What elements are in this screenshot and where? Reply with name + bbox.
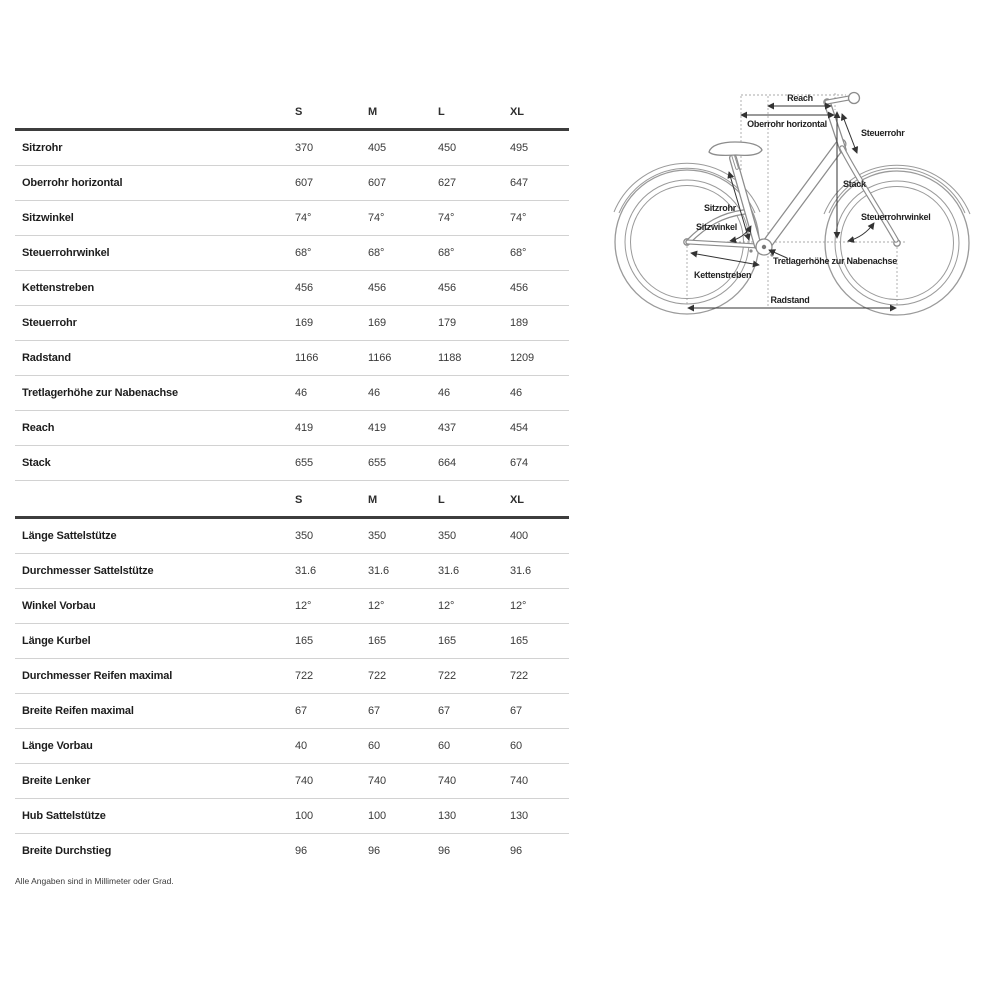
geometry-row-label: Tretlagerhöhe zur Nabenachse bbox=[22, 387, 178, 399]
seattube-label: Sitzrohr bbox=[704, 203, 737, 213]
geometry-value: 450 bbox=[438, 142, 457, 154]
geometry-row bbox=[15, 589, 569, 624]
headangle-label: Steuerrohrwinkel bbox=[861, 212, 931, 222]
geometry-value: 68° bbox=[295, 247, 312, 259]
geometry-value: 130 bbox=[510, 810, 529, 822]
geometry-value: 647 bbox=[510, 177, 529, 189]
toptube-label: Oberrohr horizontal bbox=[747, 119, 827, 129]
geometry-row-label: Radstand bbox=[22, 352, 71, 364]
seatangle-label: Sitzwinkel bbox=[696, 222, 738, 232]
handlebar-grip bbox=[849, 93, 860, 104]
geometry-value: 1209 bbox=[510, 352, 535, 364]
geometry-value: 74° bbox=[295, 212, 312, 224]
geometry-row-label: Stack bbox=[22, 457, 51, 469]
geometry-value: 169 bbox=[295, 317, 314, 329]
dimension-annotations bbox=[688, 93, 931, 308]
geometry-value: 740 bbox=[438, 775, 457, 787]
geometry-value: 68° bbox=[438, 247, 455, 259]
size-column-header: M bbox=[368, 106, 378, 118]
geometry-value: 67 bbox=[368, 705, 381, 717]
component-geometry-table bbox=[15, 484, 569, 868]
geometry-value: 169 bbox=[368, 317, 387, 329]
geometry-row bbox=[15, 624, 569, 659]
geometry-value: 437 bbox=[438, 422, 457, 434]
chainstay-label: Kettenstreben bbox=[694, 270, 752, 280]
geometry-value: 74° bbox=[510, 212, 527, 224]
geometry-row-label: Durchmesser Reifen maximal bbox=[22, 670, 173, 682]
bbdrop-label: Tretlagerhöhe zur Nabenachse bbox=[773, 256, 898, 266]
geometry-value: 165 bbox=[510, 635, 529, 647]
geometry-value: 350 bbox=[438, 530, 457, 542]
geometry-value: 67 bbox=[438, 705, 451, 717]
geometry-row bbox=[15, 306, 569, 341]
units-footnote: Alle Angaben sind in Millimeter oder Grad. bbox=[15, 876, 174, 886]
geometry-value: 419 bbox=[295, 422, 314, 434]
geometry-value: 607 bbox=[295, 177, 314, 189]
geometry-value: 130 bbox=[438, 810, 457, 822]
geometry-value: 607 bbox=[368, 177, 387, 189]
geometry-row-label: Länge Vorbau bbox=[22, 740, 93, 752]
geometry-value: 1188 bbox=[438, 352, 462, 364]
geometry-value: 40 bbox=[295, 740, 308, 752]
geometry-value: 60 bbox=[368, 740, 381, 752]
size-column-header: S bbox=[295, 494, 303, 506]
geometry-value: 100 bbox=[368, 810, 387, 822]
geometry-value: 12° bbox=[295, 600, 312, 612]
geometry-value: 722 bbox=[438, 670, 457, 682]
geometry-value: 31.6 bbox=[438, 565, 460, 577]
geometry-value: 31.6 bbox=[295, 565, 317, 577]
geometry-row-label: Steuerrohr bbox=[22, 317, 77, 329]
geometry-value: 664 bbox=[438, 457, 457, 469]
geometry-row-label: Oberrohr horizontal bbox=[22, 177, 123, 189]
geometry-value: 100 bbox=[295, 810, 314, 822]
size-column-header: L bbox=[438, 106, 445, 118]
geometry-value: 740 bbox=[368, 775, 387, 787]
size-column-header: L bbox=[438, 494, 445, 506]
headtube-label: Steuerrohr bbox=[861, 128, 905, 138]
geometry-value: 400 bbox=[510, 530, 529, 542]
size-header-row bbox=[15, 484, 569, 519]
geometry-value: 46 bbox=[295, 387, 308, 399]
geometry-row bbox=[15, 729, 569, 764]
geometry-value: 96 bbox=[368, 845, 381, 857]
geometry-value: 74° bbox=[368, 212, 385, 224]
geometry-value: 1166 bbox=[295, 352, 319, 364]
geometry-value: 456 bbox=[368, 282, 387, 294]
geometry-row bbox=[15, 341, 569, 376]
geometry-value: 60 bbox=[438, 740, 451, 752]
frame-geometry-table bbox=[15, 96, 569, 481]
size-column-header: XL bbox=[510, 106, 524, 118]
bike-geometry-diagram bbox=[613, 82, 1000, 317]
geometry-value: 96 bbox=[510, 845, 523, 857]
geometry-value: 495 bbox=[510, 142, 529, 154]
geometry-row-label: Länge Sattelstütze bbox=[22, 530, 117, 542]
geometry-value: 96 bbox=[295, 845, 308, 857]
geometry-value: 165 bbox=[295, 635, 314, 647]
geometry-value: 405 bbox=[368, 142, 387, 154]
stack-label: Stack bbox=[843, 179, 866, 189]
geometry-value: 456 bbox=[295, 282, 314, 294]
size-column-header: M bbox=[368, 494, 378, 506]
geometry-row bbox=[15, 236, 569, 271]
geometry-row-label: Kettenstreben bbox=[22, 282, 95, 294]
geometry-value: 740 bbox=[295, 775, 314, 787]
geometry-value: 456 bbox=[438, 282, 457, 294]
geometry-row bbox=[15, 554, 569, 589]
geometry-value: 189 bbox=[510, 317, 529, 329]
saddle bbox=[709, 142, 762, 155]
geometry-value: 12° bbox=[438, 600, 455, 612]
geometry-value: 67 bbox=[295, 705, 308, 717]
geometry-value: 12° bbox=[510, 600, 527, 612]
geometry-value: 456 bbox=[510, 282, 529, 294]
geometry-value: 165 bbox=[368, 635, 387, 647]
geometry-row-label: Winkel Vorbau bbox=[22, 600, 96, 612]
geometry-row bbox=[15, 799, 569, 834]
geometry-row-label: Länge Kurbel bbox=[22, 635, 91, 647]
geometry-value: 46 bbox=[510, 387, 523, 399]
geometry-value: 419 bbox=[368, 422, 387, 434]
geometry-value: 454 bbox=[510, 422, 529, 434]
geometry-row bbox=[15, 201, 569, 236]
geometry-value: 46 bbox=[438, 387, 451, 399]
geometry-row bbox=[15, 446, 569, 481]
geometry-value: 67 bbox=[510, 705, 523, 717]
geometry-row-label: Durchmesser Sattelstütze bbox=[22, 565, 154, 577]
geometry-value: 46 bbox=[368, 387, 381, 399]
geometry-row bbox=[15, 694, 569, 729]
geometry-row-label: Sitzwinkel bbox=[22, 212, 74, 224]
front-fender bbox=[824, 165, 970, 214]
geometry-value: 350 bbox=[295, 530, 314, 542]
geometry-value: 674 bbox=[510, 457, 529, 469]
geometry-value: 722 bbox=[295, 670, 314, 682]
geometry-value: 31.6 bbox=[510, 565, 532, 577]
geometry-row-label: Hub Sattelstütze bbox=[22, 810, 106, 822]
geometry-value: 68° bbox=[510, 247, 527, 259]
geometry-value: 96 bbox=[438, 845, 451, 857]
geometry-row bbox=[15, 271, 569, 306]
geometry-value: 370 bbox=[295, 142, 314, 154]
geometry-row bbox=[15, 519, 569, 554]
geometry-value: 722 bbox=[510, 670, 529, 682]
geometry-row bbox=[15, 131, 569, 166]
size-header-row bbox=[15, 96, 569, 131]
geometry-value: 179 bbox=[438, 317, 457, 329]
geometry-row-label: Breite Durchstieg bbox=[22, 845, 112, 857]
geometry-value: 350 bbox=[368, 530, 387, 542]
geometry-value: 655 bbox=[368, 457, 387, 469]
geometry-row bbox=[15, 376, 569, 411]
geometry-row bbox=[15, 764, 569, 799]
geometry-value: 655 bbox=[295, 457, 314, 469]
geometry-value: 165 bbox=[438, 635, 457, 647]
reach-label: Reach bbox=[787, 93, 813, 103]
size-column-header: S bbox=[295, 106, 303, 118]
geometry-row bbox=[15, 411, 569, 446]
geometry-row-label: Breite Reifen maximal bbox=[22, 705, 134, 717]
headangle-arc bbox=[848, 223, 874, 241]
chainstay-arrow bbox=[691, 253, 759, 265]
geometry-row bbox=[15, 166, 569, 201]
geometry-row bbox=[15, 659, 569, 694]
geometry-value: 31.6 bbox=[368, 565, 390, 577]
geometry-value: 740 bbox=[510, 775, 529, 787]
geometry-value: 12° bbox=[368, 600, 385, 612]
geometry-row-label: Reach bbox=[22, 422, 55, 434]
geometry-row-label: Sitzrohr bbox=[22, 142, 63, 154]
geometry-row-label: Breite Lenker bbox=[22, 775, 91, 787]
geometry-value: 627 bbox=[438, 177, 457, 189]
geometry-row-label: Steuerrohrwinkel bbox=[22, 247, 110, 259]
geometry-value: 68° bbox=[368, 247, 385, 259]
geometry-value: 722 bbox=[368, 670, 387, 682]
size-column-header: XL bbox=[510, 494, 524, 506]
wheelbase-label: Radstand bbox=[770, 295, 810, 305]
geometry-value: 74° bbox=[438, 212, 455, 224]
geometry-value: 60 bbox=[510, 740, 523, 752]
geometry-row bbox=[15, 834, 569, 868]
geometry-value: 1166 bbox=[368, 352, 392, 364]
